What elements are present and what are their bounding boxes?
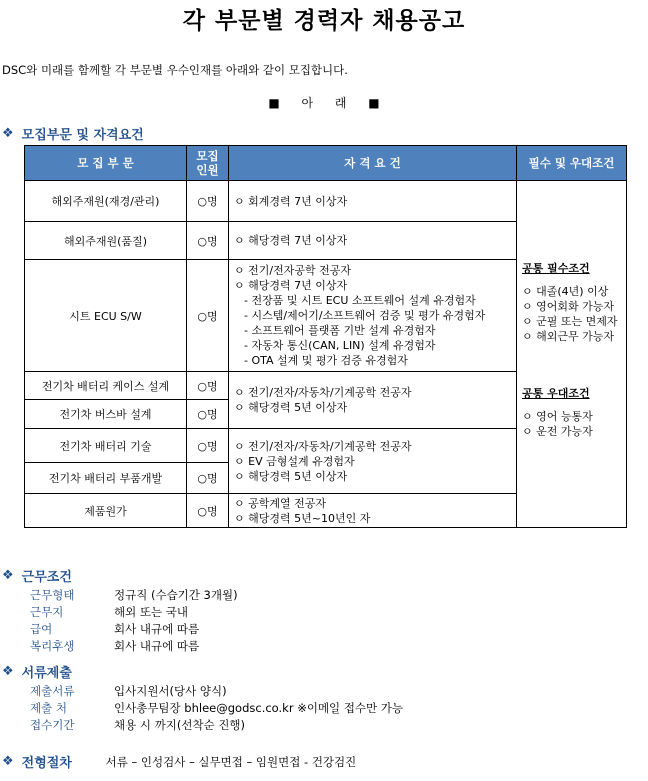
req-cell — [229, 222, 517, 260]
section-divider-label: ■ 아 래 ■ — [268, 96, 380, 110]
section-label: 서류제출 — [21, 666, 72, 681]
section-label: 모집부문 및 자격요건 — [21, 128, 144, 143]
count-cell: ○명 — [187, 372, 229, 400]
list-item — [30, 621, 238, 638]
item-value: 채용 시 까지(선착순 진행) — [114, 718, 246, 732]
table-header-row — [25, 146, 627, 181]
req-line: - 소프트웨어 플랫폼 기반 설계 유경험자 — [244, 324, 436, 337]
diamond-bullet-icon: ❖ — [2, 754, 14, 769]
list-item — [30, 587, 238, 604]
section-label: 근무조건 — [21, 570, 72, 585]
cond-line: ㅇ 영어 능통자 — [522, 410, 593, 423]
requirements-table — [24, 145, 627, 528]
req-cell — [229, 429, 517, 494]
item-key: 근무지 — [30, 605, 64, 619]
cond-line: ㅇ 해외근무 가능자 — [522, 330, 615, 343]
dept-cell: 전기차 배터리 부품개발 — [25, 463, 187, 494]
header-conditions: 필수 및 우대조건 — [517, 146, 627, 181]
intro-text: DSC와 미래를 함께할 각 부문별 우수인재를 아래와 같이 모집합니다. — [2, 63, 348, 77]
work-conditions-list — [30, 587, 238, 655]
list-item — [30, 638, 238, 655]
list-item — [30, 604, 238, 621]
dept-cell: 전기차 버스바 설계 — [25, 400, 187, 429]
req-line: ㅇ 전기/전자/자동차/기계공학 전공자 — [234, 439, 412, 453]
req-line: ㅇ 공학계열 전공자 — [234, 496, 327, 510]
count-cell: ○명 — [187, 494, 229, 528]
section-process — [2, 752, 356, 771]
conditions-cell — [517, 181, 627, 528]
cond-line: ㅇ 영어회화 가능자 — [522, 300, 615, 313]
header-count: 모집 인원 — [187, 146, 229, 181]
req-line: - 시스템/제어기/소프트웨어 검증 및 평가 유경험자 — [244, 309, 486, 322]
section-recruitment-heading — [2, 124, 144, 143]
section-work-conditions-heading — [2, 566, 72, 585]
item-value: 인사총무팀장 bhlee@godsc.co.kr ※이메일 접수만 가능 — [114, 701, 404, 715]
item-value: 입사지원서(당사 양식) — [114, 684, 227, 698]
documents-list — [30, 683, 403, 734]
item-key: 접수기간 — [30, 718, 75, 732]
req-line: - 전장품 및 시트 ECU 소프트웨어 설계 유경험자 — [244, 294, 476, 307]
count-cell: ○명 — [187, 222, 229, 260]
item-key: 복리후생 — [30, 639, 75, 653]
req-line: ㅇ 해당경력 5년 이상자 — [234, 469, 348, 483]
item-key: 근무형태 — [30, 588, 75, 602]
header-requirements: 자 격 요 건 — [229, 146, 517, 181]
req-line: ㅇ 해당경력 5년 이상자 — [234, 401, 348, 414]
header-dept: 모 집 부 문 — [25, 146, 187, 181]
dept-cell: 해외주재원(품질) — [25, 222, 187, 260]
count-cell: ○명 — [187, 260, 229, 372]
dept-cell: 제품원가 — [25, 494, 187, 528]
list-item — [30, 700, 403, 717]
req-cell — [229, 372, 517, 429]
count-cell: ○명 — [187, 463, 229, 494]
list-item — [30, 717, 403, 734]
req-line: ㅇ 전기/전자/자동차/기계공학 전공자 — [234, 386, 412, 399]
req-cell — [229, 494, 517, 528]
req-line: ㅇ 해당경력 5년~10년인 자 — [234, 511, 371, 525]
req-line: ㅇ 해당경력 7년 이상자 — [234, 279, 348, 292]
item-value: 정규직 (수습기간 3개월) — [114, 588, 238, 602]
section-documents-heading — [2, 662, 72, 681]
req-line: ㅇ 해당경력 7년 이상자 — [234, 234, 348, 247]
dept-cell: 전기차 배터리 기술 — [25, 429, 187, 463]
count-cell: ○명 — [187, 429, 229, 463]
req-line: ㅇ 회계경력 7년 이상자 — [234, 194, 348, 208]
required-title: 공통 필수조건 — [522, 262, 590, 275]
item-key: 급여 — [30, 622, 53, 636]
dept-cell: 시트 ECU S/W — [25, 260, 187, 372]
req-cell — [229, 260, 517, 372]
cond-line: ㅇ 대졸(4년) 이상 — [522, 285, 609, 298]
cond-line: ㅇ 운전 가능자 — [522, 425, 593, 438]
page-title: 각 부문별 경력자 채용공고 — [182, 8, 466, 34]
count-cell: ○명 — [187, 400, 229, 429]
req-line: - 자동차 통신(CAN, LIN) 설계 유경험자 — [244, 339, 436, 352]
item-value: 해외 또는 국내 — [114, 605, 188, 619]
item-value: 회사 내규에 따름 — [114, 622, 200, 636]
count-cell: ○명 — [187, 181, 229, 222]
process-value: 서류 – 인성검사 – 실무면접 – 임원면접 - 건강검진 — [105, 754, 357, 769]
req-line: ㅇ EV 금형설계 유경험자 — [234, 454, 355, 468]
diamond-bullet-icon: ❖ — [2, 126, 14, 141]
diamond-bullet-icon: ❖ — [2, 568, 14, 583]
table-row — [25, 181, 627, 222]
section-label: 전형절차 — [21, 756, 72, 771]
cond-line: ㅇ 군필 또는 면제자 — [522, 315, 618, 328]
preferred-title: 공통 우대조건 — [522, 387, 590, 400]
list-item — [30, 683, 403, 700]
item-key: 제출 처 — [30, 701, 67, 715]
req-line: ㅇ 전기/전자공학 전공자 — [234, 264, 351, 277]
diamond-bullet-icon: ❖ — [2, 664, 14, 679]
dept-cell: 전기차 배터리 케이스 설계 — [25, 372, 187, 400]
dept-cell: 해외주재원(재경/관리) — [25, 181, 187, 222]
req-cell — [229, 181, 517, 222]
req-line: - OTA 설계 및 평가 검증 유경험자 — [244, 354, 408, 367]
item-key: 제출서류 — [30, 684, 75, 698]
item-value: 회사 내규에 따름 — [114, 639, 200, 653]
